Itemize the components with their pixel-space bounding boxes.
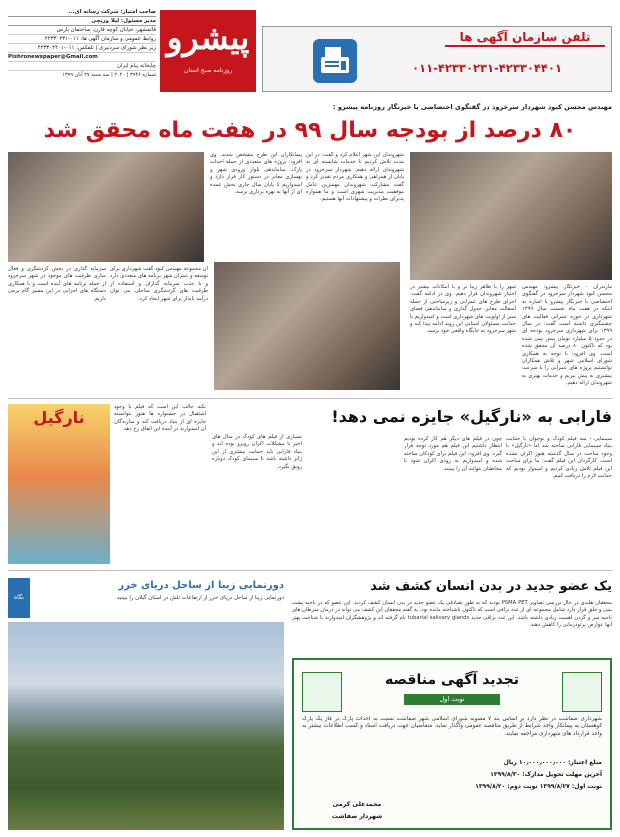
lead-kicker: مهندس محسن کبود شهردار سرخرود در گفتگوی اختصاصی با خبرنگار روزنامه پیشرو :: [332, 103, 612, 111]
lead-column-6: سرمایه گذاری در بخش گردشگری و فعال سازی ظرفیت های موجود در شهر سرخرود از جمله برنامه های آینده است و با همکاری دستگاه های اجرایی در این مسیر گام برمی داریم.: [8, 266, 106, 302]
lead-column-2: شهر را با ظاهر زیبا تر و با امکانات بیشتر در اختیار شهروندان قرار دهیم. وی در ادامه گفت: اجرای طرح های عمرانی و زیرساختی از جمله آسفالت معابر، جدول گذاری و ساماندهی فضای سبز از اولویت های شهرداری است و امیدواریم با حمایت مسئولان استانی این روند ادامه پیدا کند و شهر سرخرود به جایگاه واقعی خود برسد.: [410, 284, 516, 335]
tender-round: نوبت اول: [404, 694, 500, 705]
film-poster: [8, 404, 110, 564]
divider: [8, 398, 612, 399]
coast-photo: [8, 622, 284, 830]
film-column-2: چون در فیلم های دیگر هم کار کرده بودیم انتظار داشتیم این فیلم هم مورد توجه قرار گیرد. وی افزود: این فیلم برای کودکان ساخته شده و امیدواریم به زودی اکران شود تا مخاطبان بتوانند آن را ببینند.: [404, 436, 502, 472]
phone-line: روابط عمومی و سازمان آگهی ها: ۰۱۱-۴۲۳۳۰۲۳۱: [8, 35, 156, 44]
nature-tag: نگاه: [8, 578, 30, 618]
tender-price: مبلغ اعتبار: ۱۰٫۰۰۰٫۰۰۰٫۰۰۰ ریال: [503, 759, 602, 766]
logo: [160, 10, 256, 92]
issue-line: شماره ۳۹۴۶ | ۲۰۲۰ | سه شنبه ۲۷ آبان ۱۳۹۹: [62, 72, 156, 78]
nature-caption: دورنمایی زیبا از ساحل دریای خزر از ارتفاعات تلش در استان گیلان را ببینید: [116, 595, 284, 601]
seal-right: [562, 672, 602, 712]
lead-headline: ۸۰ درصد از بودجه سال ۹۹ در هفت ماه محقق شد: [43, 118, 577, 143]
tender-box: [292, 658, 612, 830]
email-line[interactable]: Pishronewspaper@Gmail.com: [8, 53, 156, 62]
ad-box-title: تلفن سازمان آگهی ها: [445, 27, 605, 47]
tender-deadline: آخرین مهلت تحویل مدارک: ۱۳۹۹/۸/۳۰: [490, 771, 602, 778]
tender-dates: نوبت اول: ۱۳۹۹/۸/۲۷ نوبت دوم: ۱۳۹۹/۸/۲۰: [475, 783, 602, 790]
masthead: [8, 8, 612, 94]
logo-text: پیشرو: [166, 18, 250, 57]
editor-line: مدیر مسئول: لیلا ورپچی: [8, 17, 156, 26]
nature-headline: دورنمایی زیبا از ساحل دریای خزر: [118, 580, 284, 591]
film-column-4: نکته جالب این است که فیلم با وجود استقبال در جشنواره ها هنوز نتوانسته جایزه ای از بنیاد دریافت کند و سازندگان آن امیدوارند در آینده این اتفاق رخ دهد.: [114, 404, 206, 433]
tender-signer: محمدعلی کرمی: [332, 801, 382, 808]
ad-phone-box: [262, 26, 612, 92]
film-column-1: سینمایی - سه فیلم کودک و نوجوان با حمایت بنیاد سینمایی فارابی ساخته شد اما «نارگیل» با وجود ساخت در سال گذشته هنوز اکران نشده است. کارگردان این فیلم گفت: ما برای ساخت این فیلم تلاش زیادی کردیم و امیدوار بودیم که حمایت لازم را دریافت کنیم.: [506, 436, 612, 480]
owner-line: صاحب امتیاز: شرکت رسانه ای...: [8, 8, 156, 17]
science-text: محققان هلندی در حال بررسی تصاویر PSMA PET بودند که به طور تصادفی یک عضو جدید در بدن انسان کشف کردند. این عضو که در ناحیه پشت بینی و حلق قرار دارد شامل مجموعه ای از غدد بزاقی است که تاکنون ناشناخته مانده بود. به گفته محققان این کشف می تواند در درمان سرطان های ناحیه سر و گردن اهمیت زیادی داشته باشد. این غدد بزاقی جدید tubarial salivary glands نام گرفته اند و پژوهشگران امیدوارند با شناخت بهتر آنها عوارض پرتودرمانی را کاهش دهند.: [292, 600, 612, 629]
science-headline: یک عضو جدید در بدن انسان کشف شد: [370, 579, 612, 594]
film-headline: فارابی به «نارگیل» جایزه نمی دهد!: [331, 407, 612, 426]
poster-title: نارگیل: [33, 408, 85, 427]
tender-signer-title: شهردار صفاشت: [331, 813, 383, 820]
divider: [8, 570, 612, 571]
lead-column-4: پیمانکاران این طرح مشخص شدند. وی افزود: پروژه های متعددی از جمله احداث پارک، ساماندهی بلوار ورودی شهر و بهسازی معابر در دستور کار قرار دارد و امیدواریم تا پایان سال جاری بخش عمده ای از آنها به بهره برداری برسد.: [210, 152, 302, 196]
film-column-3: بسیاری از فیلم های کودک در سال های اخیر با مشکلات اکران روبرو بوده اند و بنیاد فارابی باید حمایت بیشتری از این ژانر داشته باشد تا سینمای کودک دوباره رونق بگیرد.: [212, 434, 302, 470]
fax-icon: [313, 39, 357, 83]
masthead-info: [8, 8, 156, 94]
meeting-photo: [8, 152, 204, 262]
print-line: چاپخانه پیام ایران: [8, 62, 156, 71]
office-photo: [214, 262, 400, 390]
lead-column-5: آن مجموعه مهندس کبود گفت شهرداری برای توسعه و عمران شهر برنامه های متعددی دارد و با جذب سرمایه گذاران و استفاده از ظرفیت های گردشگری ساحلی می توان درآمد پایدار برای شهر ایجاد کرد.: [110, 266, 208, 302]
mayor-phone-photo: [410, 152, 612, 280]
fax-line: زیر نظر شورای سردبیری | تلفکس: ۰۱۱-۴۲۳۳۰۴۴۰۱: [8, 44, 156, 53]
seal-left: [302, 672, 342, 712]
lead-column-3: شهروندان این شهر اعلام کرد و گفت: در این مدت تلاش کردیم تا خدمات شایسته ای به شهروندان ارائه دهیم. شهردار سرخرود در پایان از همراهی و همکاری مردم تقدیر کرد و گفت مشارکت شهروندان مهمترین عامل موفقیت مدیریت شهری است و ما همواره پذیرای نظرات و پیشنهادات آنها هستیم.: [306, 152, 404, 203]
address-line: قائمشهر، خیابان کوچه قارن، ساختمان پارس: [8, 26, 156, 35]
lead-column-1: مازندران - خبرنگار پیشرو: مهندس محسن کبود شهردار سرخرود در گفتگوی اختصاصی با خبرنگار پیشرو با اشاره به اینکه در هفت ماه نخست سال ۱۳۹۹ شهرداری در حوزه عمرانی فعالیت های چشمگیری داشته است گفت: در سال ۱۳۹۹ برای شهرداری سرخرود بودجه ای در حدود ۵ میلیارد تومان پیش بینی شده بود که تاکنون ۸۰ درصد آن محقق شده است. وی افزود: با توجه به همکاری شورای اسلامی شهر و تلاش همکاران توانستیم پروژه های عمرانی را با سرعت بیشتری به پیش ببریم و خدمات بهتری به شهروندان ارائه دهیم.: [522, 284, 612, 387]
tender-text: شهرداری صفاشت در نظر دارد بر اساس بند ۷ مصوبه شورای اسلامی شهر صفاشت نسبت به احداث پارک در فاز یک پارک کوهستان به پیمانکار واجد شرایط از طریق مناقصه عمومی واگذار نماید. متقاضیان جهت دریافت اسناد و کسب اطلاعات بیشتر به واحد قرارداد های شهرداری مراجعه نمایند.: [302, 716, 602, 737]
logo-subtitle: روزنامه صبح استان: [184, 67, 232, 74]
ad-box-phones[interactable]: ۰۱۱-۴۲۳۳۰۲۳۱-۴۲۳۳۰۴۴۰۱: [412, 61, 562, 75]
tender-title: تجدید آگهی مناقصه: [385, 672, 519, 688]
